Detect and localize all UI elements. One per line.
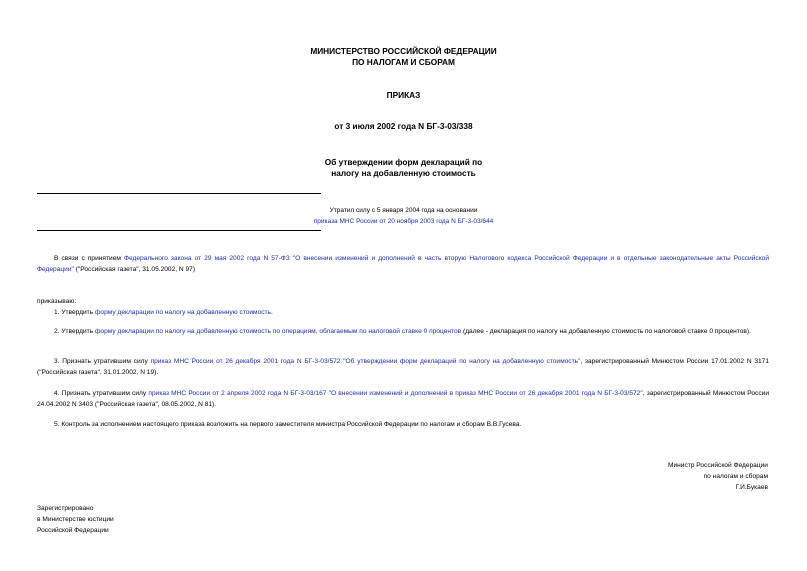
federal-law-link[interactable]: Федерального закона от 29 мая 2002 года N 57-ФЗ "О внесении изменений и дополнений в часть вторую Налогового кодекса Российской Федерации и в отдельные законодательные акты Российской Федерации" — [37, 255, 770, 273]
item-4 — [37, 388, 769, 410]
minister-signature — [668, 460, 768, 493]
document-type: ПРИКАЗ — [386, 90, 421, 100]
item-3-prefix: 3. Признать утратившим силу — [54, 358, 151, 365]
ministry-title — [0, 46, 807, 67]
item-5-text: 5. Контроль за исполнением настоящего приказа возложить на первого заместителя министра Российской Федерации по налогам и сборам В.В.Гусева. — [54, 421, 522, 428]
signature-name: Г.И.Букаев — [735, 484, 768, 491]
status-note — [0, 205, 807, 227]
document-subject — [0, 157, 807, 178]
ministry-line-2: ПО НАЛОГАМ И СБОРАМ — [352, 56, 455, 67]
item-1-prefix: 1. Утвердить — [54, 309, 95, 316]
status-note-link[interactable]: приказа МНС России от 20 ноября 2003 года N БГ-3-03/644 — [313, 218, 494, 225]
preamble-suffix: ("Российская газета", 31.05.2002, N 97) — [73, 266, 196, 273]
divider-bottom — [37, 230, 321, 231]
registration-line-2: в Министерстве юстиции — [37, 516, 114, 523]
item-5 — [37, 419, 769, 430]
subject-line-2: налогу на добавленную стоимость — [331, 167, 476, 178]
item-2-link[interactable]: форму декларации по налогу на добавленную стоимость по операциям, облагаемым по налоговой ставке 0 процентов — [94, 328, 462, 335]
item-3-suffix: , зарегистрированный Минюстом России 17.01.2002 N 3171 ("Российская газета", 31.01.2002, N 19). — [37, 358, 769, 376]
document-date: от 3 июля 2002 года N БГ-3-03/338 — [334, 121, 473, 131]
preamble-paragraph — [37, 253, 769, 275]
item-2-suffix: (далее - декларация по налогу на добавленную стоимость по налоговой ставке 0 процентов). — [461, 328, 751, 335]
item-1-link[interactable]: форму декларации по налогу на добавленную стоимость — [94, 309, 271, 316]
item-2-prefix: 2. Утвердить — [54, 328, 95, 335]
registration-line-3: Российской Федерации — [37, 527, 109, 534]
status-note-text: Утратил силу с 5 января 2004 года на основании — [329, 207, 478, 214]
item-4-suffix: , зарегистрированный Минюстом России 24.04.2002 N 3403 ("Российская газета", 08.05.2002, N 81). — [37, 390, 770, 408]
order-word: приказываю: — [37, 298, 77, 305]
registration-block — [37, 503, 114, 536]
item-4-prefix: 4. Признать утратившим силу — [54, 390, 149, 397]
item-1 — [37, 307, 769, 318]
item-4-link[interactable]: приказ МНС России от 2 апреля 2002 года N БГ-3-03/167 "О внесении изменений и дополнений в приказ МНС России от 26 декабря 2001 года N БГ-3-03/572" — [148, 390, 643, 397]
signature-line-2: по налогам и сборам — [703, 473, 768, 480]
preamble-prefix: В связи с принятием — [54, 255, 124, 262]
item-2 — [37, 326, 769, 337]
item-3-link[interactable]: приказ МНС России от 26 декабря 2001 года N БГ-3-03/572 "Об утверждении форм деклараций по налогу на добавленную стоимость" — [150, 358, 581, 365]
subject-line-1: Об утверждении форм деклараций по — [324, 157, 483, 167]
signature-line-1: Министр Российской Федерации — [667, 462, 768, 469]
divider-top — [37, 193, 321, 194]
registration-line-1: Зарегистрировано — [37, 505, 94, 512]
item-1-suffix: . — [271, 309, 273, 316]
item-3 — [37, 356, 769, 378]
ministry-line-1: МИНИСТЕРСТВО РОССИЙСКОЙ ФЕДЕРАЦИИ — [310, 46, 497, 56]
